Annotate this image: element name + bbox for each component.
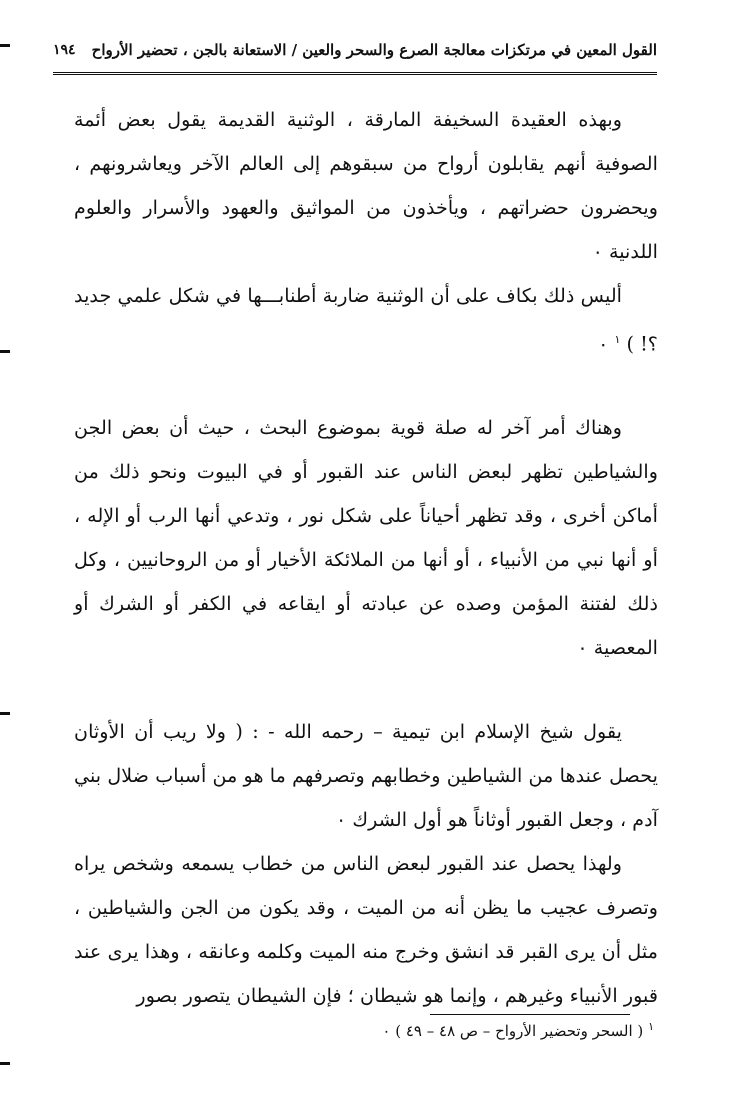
margin-mark	[0, 1062, 10, 1065]
footnote-number: ١	[648, 1020, 654, 1033]
paragraph-5: ولهذا يحصل عند القبور لبعض الناس من خطاب يسمعه وشخص يراه وتصرف عجيب ما يظن أنه من الميت ، وقد يكون من الجن والشياطين ، مثل أن يرى القبر قد انشق وخرج منه الميت وكلمه وعانقه ، وهذا يرى عند قبور الأنبياء وغيرهم ، وإنما هو شيطان ؛ فإن الشيطان يتصور بصور	[74, 852, 658, 1008]
paragraph-4: يقول شيخ الإسلام ابن تيمية – رحمه الله - : ( ولا ريب أن الأوثان يحصل عندها من الشياطين وخطابهم وتصرفهم ما هو من أسباب ضلال بني آدم ، وجعل القبور أوثاناً هو أول الشرك ٠	[74, 720, 658, 832]
page-number: ١٩٤	[53, 42, 76, 58]
footnote-text: ( السحر وتحضير الأرواح – ص ٤٨ – ٤٩ ) ٠	[382, 1022, 644, 1040]
paragraph-2-text: أليس ذلك بكاف على أن الوثنية ضاربة أطنابـــها في شكل علمي جديد ؟! )	[74, 284, 658, 356]
paragraph-3: وهناك أمر آخر له صلة قوية بموضوع البحث ، حيث أن بعض الجن والشياطين تظهر لبعض الناس عند القبور أو في البيوت ونحو ذلك من أماكن أخرى ، وقد تظهر أحياناً على شكل نور ، وتدعي أنها الرب أو الإله ، أو أنها نبي من الأنبياء ، أو أنها من الملائكة الأخيار أو من الروحانيين ، وكل ذلك لفتنة المؤمن وصده عن عبادته أو ايقاعه في الكفر أو الشرك أو المعصية ٠	[74, 416, 658, 660]
footnote	[320, 1020, 654, 1040]
running-header	[53, 36, 657, 75]
margin-mark	[0, 350, 10, 353]
paragraph-2	[74, 274, 658, 366]
footnote-reference: ١	[614, 333, 621, 346]
margin-mark	[0, 712, 10, 715]
footnote-divider	[430, 1014, 630, 1015]
page-body	[74, 98, 658, 1018]
margin-mark	[0, 44, 10, 47]
paragraph-2-end-mark: ٠	[598, 332, 609, 356]
paragraph-1: وبهذه العقيدة السخيفة المارقة ، الوثنية القديمة يقول بعض أئمة الصوفية أنهم يقابلون أرواح من سبقوهم إلى العالم الآخر ويعاشرونهم ، ويحضرون حضراتهم ، ويأخذون من المواثيق والعهود والأسرار والعلوم اللدنية ٠	[74, 108, 658, 263]
header-title: القول المعين في مرتكزات معالجة الصرع والسحر والعين / الاستعانة بالجن ، تحضير الأرواح	[91, 41, 657, 59]
